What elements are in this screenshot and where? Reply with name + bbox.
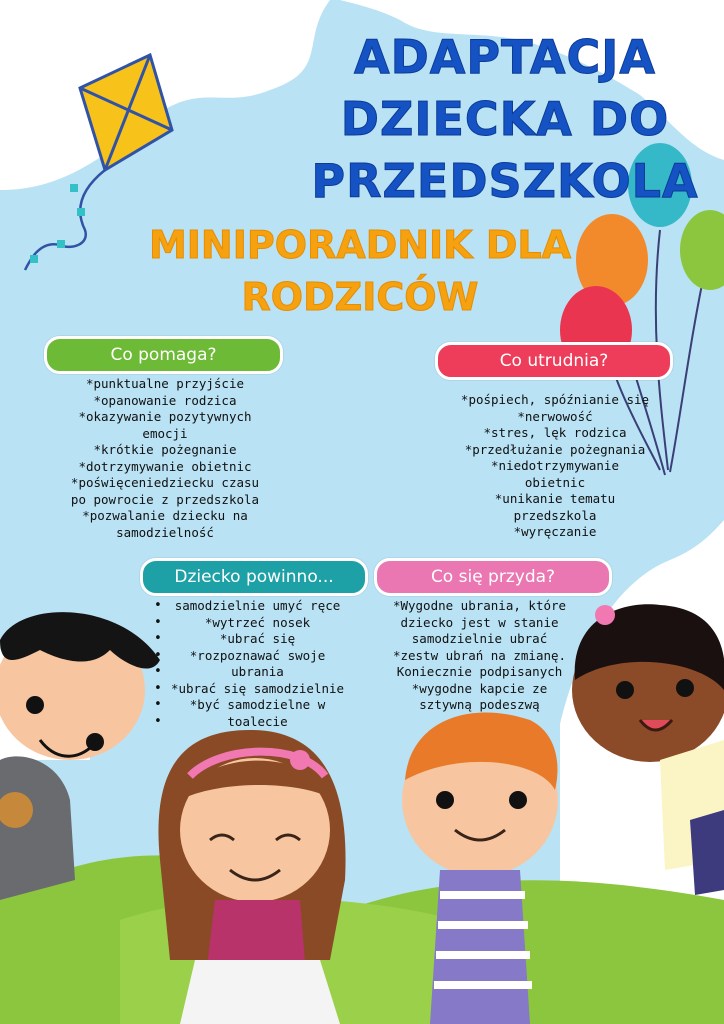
list-item: *pozwalanie dziecku na bbox=[82, 508, 248, 523]
list-item: emocji bbox=[142, 425, 188, 441]
hinders-list bbox=[440, 392, 670, 541]
list-item: • *ubrać się bbox=[150, 631, 365, 648]
list-item: samodzielność bbox=[116, 524, 214, 540]
list-item: *stres, lęk rodzica bbox=[483, 425, 627, 440]
list-item: *nerwowość bbox=[517, 408, 593, 424]
list-item: *dotrzymywanie obietnic bbox=[78, 458, 252, 474]
title-line-1: ADAPTACJA bbox=[354, 30, 656, 84]
list-item: Koniecznie podpisanych bbox=[396, 664, 563, 679]
list-item: *punktualne przyjście bbox=[85, 376, 245, 391]
cloud-top-left bbox=[0, 0, 330, 190]
list-item: *pośpiech, spóźnianie się bbox=[460, 392, 650, 407]
title-line-3: PRZEDSZKOLA bbox=[311, 154, 699, 208]
list-item: • *być samodzielne w bbox=[150, 697, 365, 714]
child-should-list bbox=[150, 598, 365, 730]
list-item: • *rozpoznawać swoje bbox=[150, 648, 365, 665]
list-item: • *wytrzeć nosek bbox=[150, 615, 365, 632]
list-item: *unikanie tematu bbox=[494, 491, 616, 506]
subtitle-line-2: RODZICÓW bbox=[241, 275, 479, 319]
title-line-2: DZIECKA DO bbox=[340, 92, 670, 146]
subtitle-line-1: MINIPORADNIK DLA bbox=[148, 223, 572, 267]
list-item: *poświęceniedziecku czasu bbox=[70, 475, 260, 490]
list-item: • samodzielnie umyć ręce bbox=[150, 598, 365, 615]
list-item: *przedłużanie pożegnania bbox=[464, 441, 646, 457]
list-item: przedszkola bbox=[513, 507, 597, 523]
list-item: samodzielnie ubrać bbox=[411, 631, 548, 646]
list-item: • toalecie bbox=[150, 714, 365, 731]
helps-list bbox=[50, 376, 280, 541]
list-item: • ubrania bbox=[150, 664, 365, 681]
list-item: • *ubrać się samodzielnie bbox=[150, 681, 365, 698]
list-item: po powrocie z przedszkola bbox=[70, 491, 260, 507]
list-item: *niedotrzymywanie bbox=[491, 458, 619, 473]
list-item: *wyręczanie bbox=[513, 524, 597, 539]
list-item: obietnic bbox=[524, 474, 586, 490]
hinders-header: Co utrudnia? bbox=[435, 342, 673, 380]
list-item: *wygodne kapcie ze bbox=[411, 680, 548, 696]
list-item: dziecko jest w stanie bbox=[400, 614, 559, 630]
child-should-header: Dziecko powinno... bbox=[140, 558, 368, 596]
list-item: *krótkie pożegnanie bbox=[93, 442, 237, 457]
useful-list bbox=[372, 598, 587, 714]
list-item: *opanowanie rodzica bbox=[93, 392, 237, 408]
list-item: *zestw ubrań na zmianę. bbox=[392, 647, 567, 663]
helps-header: Co pomaga? bbox=[44, 336, 283, 374]
list-item: sztywną podeszwą bbox=[419, 697, 540, 712]
list-item: *okazywanie pozytywnych bbox=[78, 409, 252, 424]
useful-header: Co się przyda? bbox=[374, 558, 612, 596]
list-item: *Wygodne ubrania, które bbox=[392, 598, 567, 613]
